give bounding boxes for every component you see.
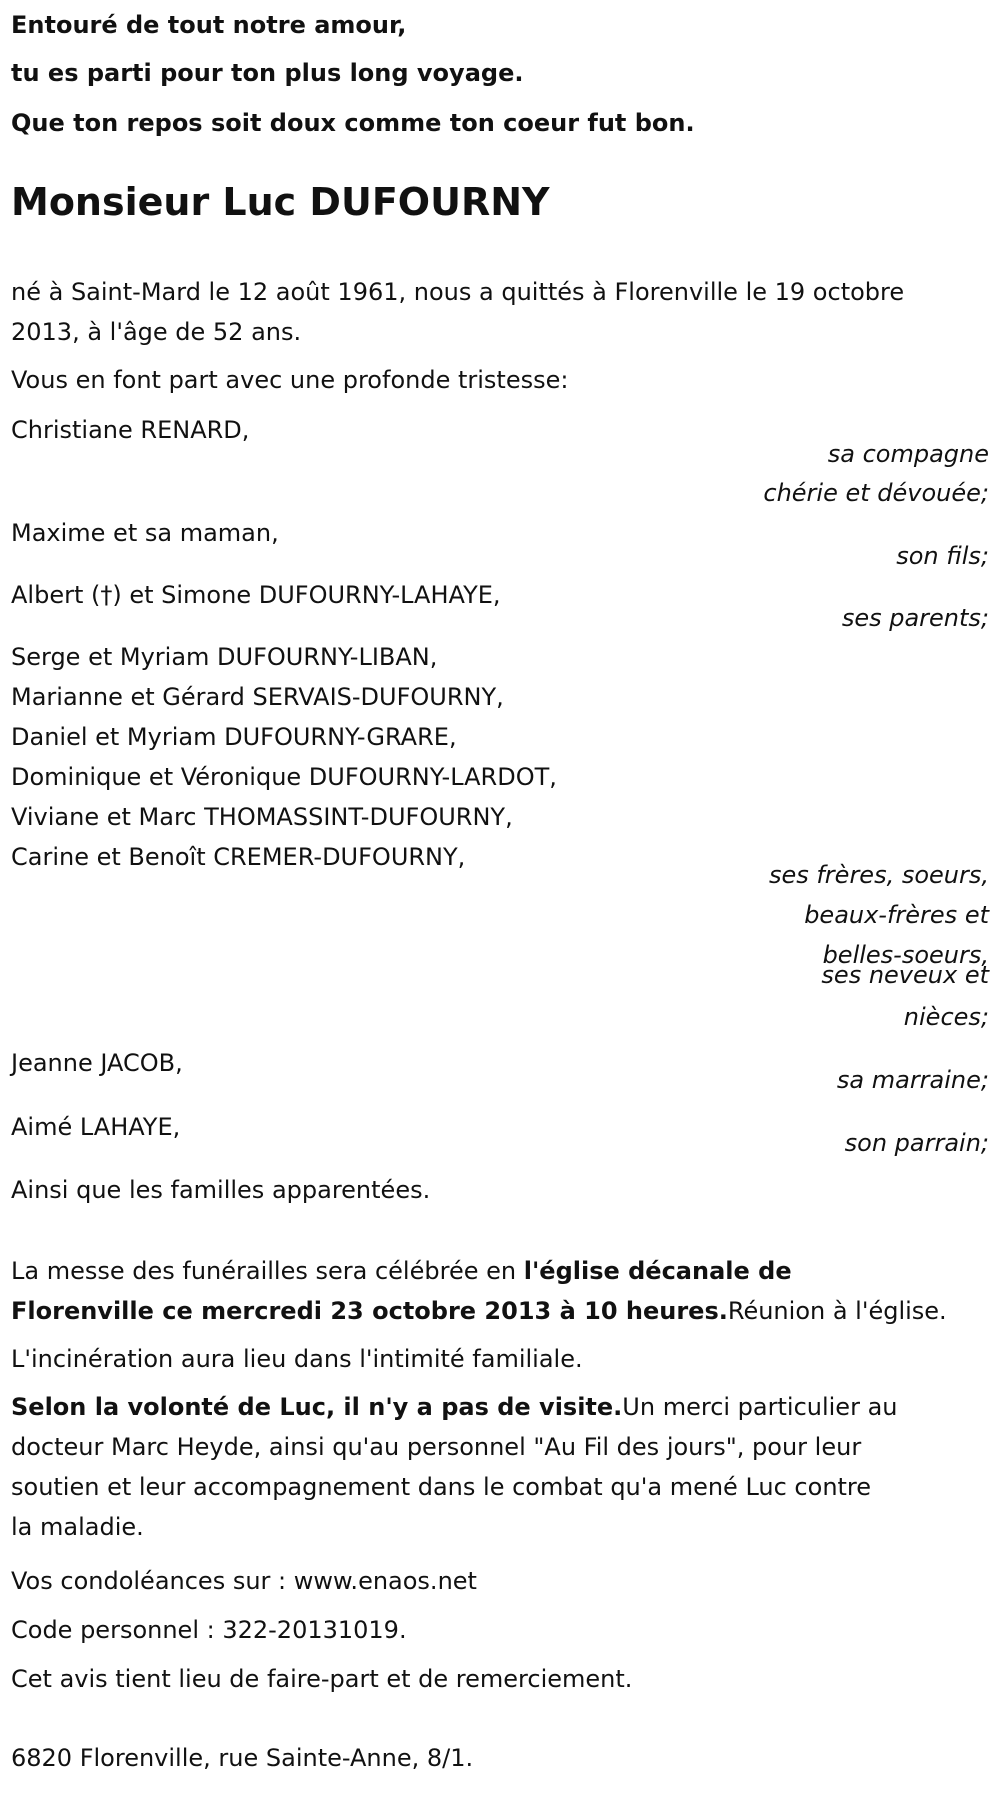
thanks-line-3: soutien et leur accompagnement dans le combat qu'a mené Luc contre (11, 1473, 872, 1501)
personal-code: Code personnel : 322-20131019. (11, 1616, 407, 1644)
family-godfather-name: Aimé LAHAYE, (11, 1113, 181, 1141)
notice-text: Cet avis tient lieu de faire-part et de remerciement. (11, 1665, 633, 1693)
family-sibling-name: Dominique et Véronique DUFOURNY-LARDOT, (11, 763, 557, 791)
family-parents-role: ses parents; (841, 604, 989, 632)
family-siblings-role-2: beaux-frères et (804, 901, 989, 929)
family-godmother-role: sa marraine; (836, 1066, 989, 1094)
condolences-label: Vos condoléances sur : (11, 1567, 294, 1595)
funeral-intro: La messe des funérailles sera célébrée en (11, 1257, 524, 1285)
epigraph-line-2: tu es parti pour ton plus long voyage. (11, 59, 524, 87)
family-sibling-name: Viviane et Marc THOMASSINT-DUFOURNY, (11, 803, 513, 831)
family-siblings-role-4: ses neveux et (821, 961, 989, 989)
family-siblings-role-5: nièces; (903, 1003, 989, 1031)
funeral-line-2 (11, 1299, 947, 1323)
announcement-intro: Vous en font part avec une profonde tristesse: (11, 366, 569, 394)
funeral-datetime: Florenville ce mercredi 23 octobre 2013 à 10 heures. (11, 1297, 728, 1325)
family-sibling-name: Marianne et Gérard SERVAIS-DUFOURNY, (11, 683, 504, 711)
condolences-link[interactable]: www.enaos.net (293, 1567, 477, 1595)
family-siblings-role-1: ses frères, soeurs, (768, 861, 989, 889)
family-son-name: Maxime et sa maman, (11, 519, 279, 547)
family-son-role: son fils; (896, 542, 989, 570)
family-godmother-name: Jeanne JACOB, (11, 1049, 183, 1077)
family-closing: Ainsi que les familles apparentées. (11, 1176, 431, 1204)
condolences-line (11, 1569, 477, 1593)
family-partner-role-2: chérie et dévouée; (763, 479, 989, 507)
address: 6820 Florenville, rue Sainte-Anne, 8/1. (11, 1744, 474, 1772)
page-title: Monsieur Luc DUFOURNY (11, 180, 550, 224)
thanks-line-4: la maladie. (11, 1513, 144, 1541)
family-sibling-name: Daniel et Myriam DUFOURNY-GRARE, (11, 723, 457, 751)
family-parents-name: Albert (†) et Simone DUFOURNY-LAHAYE, (11, 581, 501, 609)
family-siblings-role-3: belles-soeurs, (822, 941, 989, 969)
cremation-note: L'incinération aura lieu dans l'intimité familiale. (11, 1345, 583, 1373)
family-partner-name: Christiane RENARD, (11, 416, 250, 444)
funeral-location: l'église décanale de (523, 1257, 792, 1285)
bio-line-1: né à Saint-Mard le 12 août 1961, nous a quittés à Florenville le 19 octobre (11, 278, 905, 306)
funeral-meeting: Réunion à l'église. (727, 1297, 947, 1325)
epigraph-line-1: Entouré de tout notre amour, (11, 11, 407, 39)
thanks-intro: Un merci particulier au (622, 1393, 898, 1421)
visit-line (11, 1395, 898, 1419)
family-sibling-name: Carine et Benoît CREMER-DUFOURNY, (11, 843, 466, 871)
no-visit-notice: Selon la volonté de Luc, il n'y a pas de visite. (11, 1393, 623, 1421)
family-godfather-role: son parrain; (844, 1129, 989, 1157)
bio-line-2: 2013, à l'âge de 52 ans. (11, 318, 302, 346)
epigraph-line-3: Que ton repos soit doux comme ton coeur fut bon. (11, 109, 695, 137)
funeral-line-1 (11, 1259, 792, 1283)
thanks-line-2: docteur Marc Heyde, ainsi qu'au personnel "Au Fil des jours", pour leur (11, 1433, 862, 1461)
family-partner-role-1: sa compagne (827, 440, 989, 468)
family-sibling-name: Serge et Myriam DUFOURNY-LIBAN, (11, 643, 438, 671)
